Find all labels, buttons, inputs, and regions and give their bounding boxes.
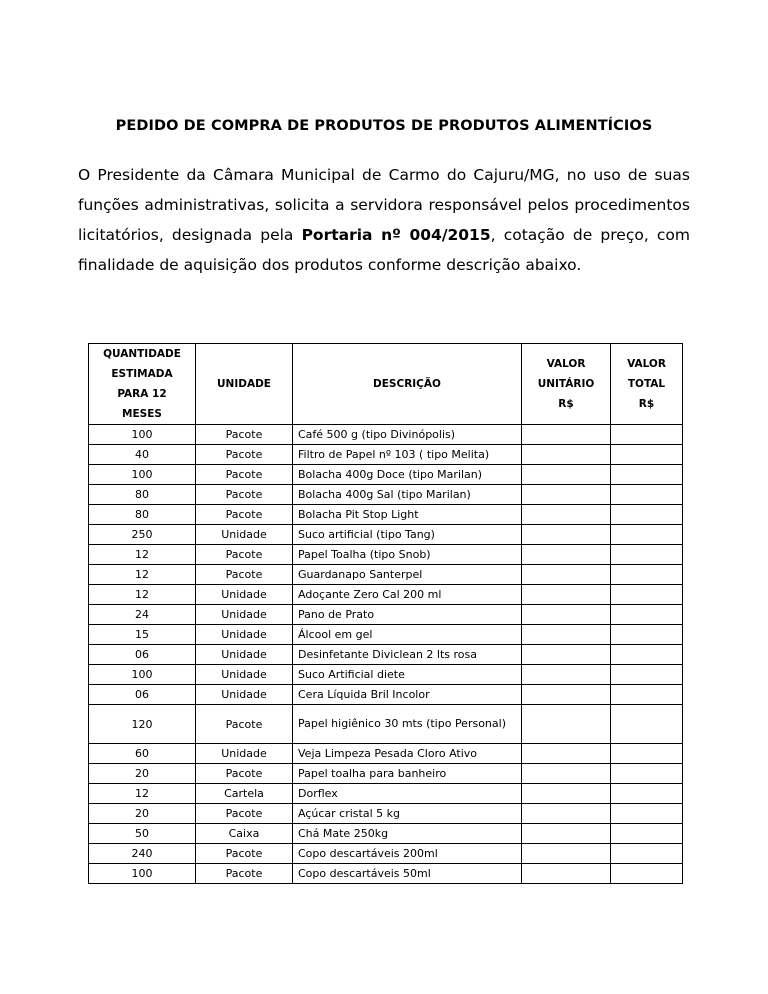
table-row [89,545,683,565]
row-unit-value [522,685,611,705]
row-description: Açúcar cristal 5 kg [293,804,522,824]
row-unit: Unidade [196,665,293,685]
table-row [89,525,683,545]
table-row [89,824,683,844]
row-total-value [611,565,683,585]
table-row [89,804,683,824]
header-quantity: QUANTIDADE ESTIMADA PARA 12 MESES [89,344,196,425]
row-description: Filtro de Papel nº 103 ( tipo Melita) [293,445,522,465]
row-total-value [611,445,683,465]
table-row [89,685,683,705]
row-total-value [611,705,683,744]
header-total-value: VALOR TOTAL R$ [611,344,683,425]
row-quantity: 15 [89,625,196,645]
products-table [88,343,683,884]
row-quantity: 250 [89,525,196,545]
row-unit: Unidade [196,685,293,705]
row-description: Copo descartáveis 200ml [293,844,522,864]
row-total-value [611,844,683,864]
table-row [89,605,683,625]
row-unit: Pacote [196,505,293,525]
row-unit: Pacote [196,545,293,565]
row-unit-value [522,665,611,685]
row-total-value [611,465,683,485]
row-quantity: 100 [89,425,196,445]
row-total-value [611,804,683,824]
row-total-value [611,585,683,605]
row-unit-value [522,645,611,665]
row-unit-value [522,505,611,525]
row-quantity: 20 [89,804,196,824]
row-unit-value [522,744,611,764]
row-description: Bolacha Pit Stop Light [293,505,522,525]
row-unit: Pacote [196,764,293,784]
row-total-value [611,485,683,505]
row-unit: Unidade [196,645,293,665]
row-description: Bolacha 400g Doce (tipo Marilan) [293,465,522,485]
row-description: Guardanapo Santerpel [293,565,522,585]
row-total-value [611,744,683,764]
header-description: DESCRIÇÃO [293,344,522,425]
table-row [89,665,683,685]
row-total-value [611,824,683,844]
row-total-value [611,665,683,685]
table-row [89,445,683,465]
row-unit: Unidade [196,525,293,545]
row-quantity: 120 [89,705,196,744]
row-unit-value [522,445,611,465]
row-quantity: 12 [89,545,196,565]
table-row [89,505,683,525]
row-description: Café 500 g (tipo Divinópolis) [293,425,522,445]
row-description: Copo descartáveis 50ml [293,864,522,884]
row-unit: Unidade [196,585,293,605]
row-quantity: 60 [89,744,196,764]
table-row [89,465,683,485]
row-unit: Caixa [196,824,293,844]
table-row [89,425,683,445]
row-unit-value [522,784,611,804]
row-description: Papel higiênico 30 mts (tipo Personal) [293,705,522,744]
intro-text-before: O Presidente da Câmara Municipal de Carmo do Cajuru/MG, no uso de suas funções administrativas, solicita a servidora responsável pelos procedimentos licitatórios, designada pela [78,166,690,244]
row-total-value [611,864,683,884]
row-quantity: 24 [89,605,196,625]
row-unit: Pacote [196,485,293,505]
row-quantity: 100 [89,864,196,884]
table-row [89,705,683,744]
row-total-value [611,645,683,665]
row-unit: Pacote [196,864,293,884]
row-total-value [611,605,683,625]
row-total-value [611,525,683,545]
row-unit: Pacote [196,465,293,485]
header-unit-value: VALOR UNITÁRIO R$ [522,344,611,425]
row-unit: Pacote [196,445,293,465]
row-description: Cera Líquida Bril Incolor [293,685,522,705]
row-quantity: 240 [89,844,196,864]
row-quantity: 20 [89,764,196,784]
row-quantity: 40 [89,445,196,465]
intro-text-after: , cotação de preço, com finalidade de aquisição dos produtos conforme descrição abaixo. [78,226,690,274]
portaria-reference: Portaria nº 004/2015 [301,226,491,244]
row-unit-value [522,864,611,884]
row-unit-value [522,585,611,605]
row-unit-value [522,804,611,824]
row-quantity: 100 [89,465,196,485]
row-unit: Pacote [196,705,293,744]
row-unit-value [522,625,611,645]
row-unit-value [522,525,611,545]
row-description: Álcool em gel [293,625,522,645]
table-row [89,764,683,784]
row-quantity: 100 [89,665,196,685]
row-unit: Pacote [196,565,293,585]
row-description: Suco artificial (tipo Tang) [293,525,522,545]
row-quantity: 12 [89,565,196,585]
row-unit: Unidade [196,625,293,645]
row-unit: Pacote [196,804,293,824]
row-unit-value [522,545,611,565]
row-unit-value [522,824,611,844]
row-description: Chá Mate 250kg [293,824,522,844]
table-row [89,645,683,665]
row-unit-value [522,705,611,744]
table-header-row [89,344,683,425]
table-row [89,485,683,505]
row-unit: Cartela [196,784,293,804]
row-unit-value [522,565,611,585]
row-unit: Pacote [196,425,293,445]
row-quantity: 06 [89,685,196,705]
row-description: Dorflex [293,784,522,804]
table-row [89,585,683,605]
row-unit: Unidade [196,744,293,764]
row-unit: Pacote [196,844,293,864]
intro-paragraph [78,160,690,280]
row-quantity: 80 [89,485,196,505]
table-row [89,784,683,804]
row-description: Pano de Prato [293,605,522,625]
row-unit-value [522,764,611,784]
row-description: Papel Toalha (tipo Snob) [293,545,522,565]
row-total-value [611,685,683,705]
row-unit-value [522,465,611,485]
row-unit-value [522,485,611,505]
row-total-value [611,625,683,645]
table-row [89,565,683,585]
row-unit: Unidade [196,605,293,625]
row-description: Desinfetante Diviclean 2 lts rosa [293,645,522,665]
row-total-value [611,425,683,445]
table-row [89,864,683,884]
table-row [89,625,683,645]
row-unit-value [522,425,611,445]
row-quantity: 80 [89,505,196,525]
row-description: Bolacha 400g Sal (tipo Marilan) [293,485,522,505]
row-total-value [611,545,683,565]
row-description: Suco Artificial diete [293,665,522,685]
header-unit: UNIDADE [196,344,293,425]
table-row [89,744,683,764]
document-title: PEDIDO DE COMPRA DE PRODUTOS DE PRODUTOS ALIMENTÍCIOS [115,118,653,134]
row-total-value [611,764,683,784]
row-unit-value [522,844,611,864]
row-unit-value [522,605,611,625]
row-description: Papel toalha para banheiro [293,764,522,784]
row-quantity: 50 [89,824,196,844]
row-total-value [611,784,683,804]
row-quantity: 12 [89,784,196,804]
row-quantity: 12 [89,585,196,605]
row-description: Veja Limpeza Pesada Cloro Ativo [293,744,522,764]
table-row [89,844,683,864]
row-quantity: 06 [89,645,196,665]
row-total-value [611,505,683,525]
row-description: Adoçante Zero Cal 200 ml [293,585,522,605]
